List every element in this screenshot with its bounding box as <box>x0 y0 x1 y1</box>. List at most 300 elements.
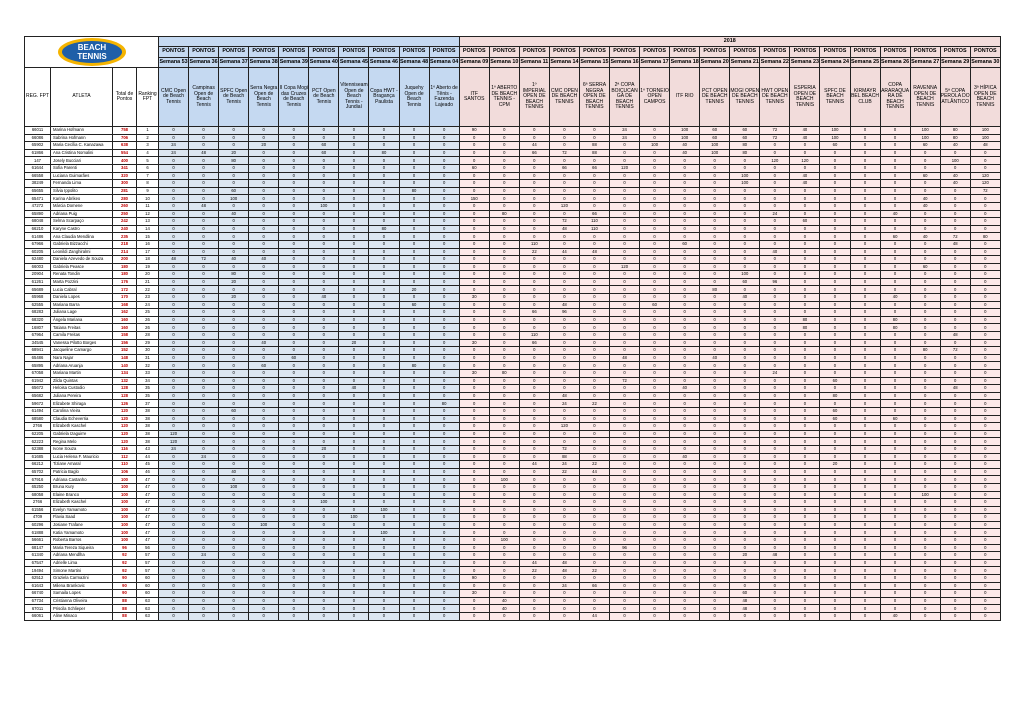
points-cell: 0 <box>940 483 970 491</box>
points-cell: 0 <box>339 521 369 529</box>
points-cell: 0 <box>940 225 970 233</box>
points-cell: 0 <box>369 271 399 279</box>
points-cell: 0 <box>339 354 369 362</box>
points-cell: 0 <box>760 180 790 188</box>
points-cell: 0 <box>760 544 790 552</box>
points-cell: 0 <box>549 347 579 355</box>
points-cell: 0 <box>309 278 339 286</box>
total-points: 638 <box>113 142 137 150</box>
points-cell: 0 <box>339 172 369 180</box>
points-cell: 0 <box>309 218 339 226</box>
points-cell: 0 <box>399 567 429 575</box>
ranking-cell: 20 <box>137 271 159 279</box>
points-cell: 0 <box>189 567 219 575</box>
points-cell: 0 <box>249 575 279 583</box>
athlete-name: Adriana Mendlha <box>51 552 113 560</box>
points-cell: 0 <box>610 248 640 256</box>
table-row <box>25 149 1001 157</box>
points-cell: 0 <box>970 263 1000 271</box>
reg-cell: 67916 <box>25 476 51 484</box>
points-cell: 0 <box>489 544 519 552</box>
points-cell: 0 <box>309 423 339 431</box>
points-cell: 0 <box>850 370 880 378</box>
points-cell: 0 <box>489 286 519 294</box>
points-cell: 0 <box>159 354 189 362</box>
points-cell: 0 <box>760 597 790 605</box>
points-cell: 0 <box>249 316 279 324</box>
points-cell: 0 <box>970 544 1000 552</box>
total-points: 170 <box>113 294 137 302</box>
points-cell: 0 <box>730 263 760 271</box>
points-cell: 0 <box>640 400 670 408</box>
points-cell: 0 <box>459 309 489 317</box>
reg-cell: 66212 <box>25 461 51 469</box>
points-cell: 0 <box>790 202 820 210</box>
points-cell: 0 <box>760 438 790 446</box>
points-cell: 0 <box>249 499 279 507</box>
athlete-name: Juliana Pereira <box>51 392 113 400</box>
points-cell: 0 <box>730 453 760 461</box>
svg-text:BEACH: BEACH <box>77 43 106 52</box>
points-cell: 0 <box>670 582 700 590</box>
points-cell: 0 <box>309 180 339 188</box>
points-cell: 100 <box>249 521 279 529</box>
points-cell: 0 <box>159 529 189 537</box>
points-cell: 0 <box>850 430 880 438</box>
athlete-name: Adriana Aruanja <box>51 362 113 370</box>
atleta-header: ATLETA <box>51 68 113 127</box>
ranking-cell: 23 <box>137 294 159 302</box>
points-cell: 0 <box>970 210 1000 218</box>
points-cell: 0 <box>489 316 519 324</box>
points-cell: 0 <box>579 278 609 286</box>
points-cell: 0 <box>399 559 429 567</box>
points-cell: 100 <box>910 134 940 142</box>
week-label: Semana 23 <box>790 57 820 67</box>
table-row <box>25 202 1001 210</box>
points-cell: 0 <box>820 613 850 621</box>
points-cell: 0 <box>880 514 910 522</box>
points-cell: 120 <box>610 164 640 172</box>
points-cell: 0 <box>189 613 219 621</box>
points-cell: 0 <box>760 461 790 469</box>
points-cell: 0 <box>489 164 519 172</box>
points-cell: 0 <box>219 233 249 241</box>
athlete-name: Josiane Trafane <box>51 521 113 529</box>
table-row <box>25 529 1001 537</box>
points-cell: 0 <box>790 309 820 317</box>
points-cell: 0 <box>249 157 279 165</box>
athlete-name: Roberta Barros <box>51 537 113 545</box>
reg-cell: 65486 <box>25 354 51 362</box>
points-cell: 0 <box>339 127 369 135</box>
points-cell: 0 <box>730 445 760 453</box>
table-row <box>25 134 1001 142</box>
points-cell: 0 <box>429 301 459 309</box>
points-cell: 0 <box>640 332 670 340</box>
total-points: 281 <box>113 187 137 195</box>
points-cell: 80 <box>219 271 249 279</box>
points-cell: 0 <box>279 316 309 324</box>
points-cell: 0 <box>880 263 910 271</box>
week-label: Semana 09 <box>459 57 489 67</box>
points-cell: 0 <box>910 157 940 165</box>
points-cell: 0 <box>429 559 459 567</box>
table-row <box>25 430 1001 438</box>
points-cell: 0 <box>970 590 1000 598</box>
points-cell: 0 <box>339 347 369 355</box>
points-cell: 0 <box>880 582 910 590</box>
points-cell: 0 <box>489 339 519 347</box>
points-cell: 0 <box>579 423 609 431</box>
points-cell: 0 <box>940 362 970 370</box>
points-cell: 0 <box>159 400 189 408</box>
points-cell: 0 <box>700 483 730 491</box>
tournament-header: HWT OPEN DE BEACH TENNIS <box>760 68 790 127</box>
points-cell: 0 <box>489 567 519 575</box>
points-cell: 0 <box>459 225 489 233</box>
points-cell: 0 <box>790 385 820 393</box>
table-row <box>25 423 1001 431</box>
ranking-cell: 18 <box>137 256 159 264</box>
points-cell: 0 <box>219 400 249 408</box>
points-cell: 0 <box>459 567 489 575</box>
points-cell: 0 <box>940 476 970 484</box>
points-cell: 0 <box>940 575 970 583</box>
points-cell: 0 <box>790 537 820 545</box>
points-cell: 0 <box>760 339 790 347</box>
points-cell: 0 <box>760 142 790 150</box>
points-cell: 0 <box>489 430 519 438</box>
athlete-name: Tiziane Amaral <box>51 461 113 469</box>
points-cell: 0 <box>640 354 670 362</box>
points-cell: 0 <box>730 332 760 340</box>
tournament-header: 1º TORNEIO OPEN CAMPOS <box>640 68 670 127</box>
points-cell: 0 <box>850 582 880 590</box>
points-cell: 40 <box>489 605 519 613</box>
points-cell: 0 <box>189 506 219 514</box>
points-cell: 0 <box>249 324 279 332</box>
table-row <box>25 476 1001 484</box>
points-cell: 0 <box>910 164 940 172</box>
pontos-label: PONTOS <box>339 47 369 57</box>
total-points: 100 <box>113 529 137 537</box>
points-cell: 80 <box>730 142 760 150</box>
points-cell: 0 <box>790 590 820 598</box>
points-cell: 0 <box>429 438 459 446</box>
points-cell: 0 <box>159 552 189 560</box>
points-cell: 0 <box>219 362 249 370</box>
points-cell: 0 <box>850 256 880 264</box>
points-cell: 0 <box>880 385 910 393</box>
points-cell: 0 <box>700 195 730 203</box>
points-cell: 0 <box>489 332 519 340</box>
points-cell: 0 <box>519 423 549 431</box>
points-cell: 0 <box>670 172 700 180</box>
points-cell: 24 <box>189 453 219 461</box>
points-cell: 0 <box>760 347 790 355</box>
points-cell: 0 <box>489 149 519 157</box>
points-cell: 72 <box>189 256 219 264</box>
points-cell: 0 <box>219 248 249 256</box>
points-cell: 0 <box>249 445 279 453</box>
points-cell: 0 <box>910 271 940 279</box>
week-label: Semana 39 <box>279 57 309 67</box>
points-cell: 0 <box>399 423 429 431</box>
points-cell: 0 <box>459 248 489 256</box>
points-cell: 72 <box>760 127 790 135</box>
points-cell: 0 <box>219 605 249 613</box>
points-cell: 0 <box>519 613 549 621</box>
points-cell: 0 <box>610 271 640 279</box>
points-cell: 0 <box>489 187 519 195</box>
points-cell: 0 <box>730 339 760 347</box>
points-cell: 0 <box>670 218 700 226</box>
points-cell: 0 <box>159 218 189 226</box>
points-cell: 0 <box>880 605 910 613</box>
points-cell: 0 <box>549 157 579 165</box>
points-cell: 0 <box>249 286 279 294</box>
points-cell: 0 <box>670 575 700 583</box>
points-cell: 60 <box>700 134 730 142</box>
points-cell: 0 <box>249 202 279 210</box>
points-cell: 0 <box>369 514 399 522</box>
points-cell: 0 <box>309 210 339 218</box>
ranking-cell: 28 <box>137 332 159 340</box>
points-cell: 0 <box>279 567 309 575</box>
points-cell: 0 <box>790 544 820 552</box>
points-cell: 0 <box>790 445 820 453</box>
points-cell: 0 <box>459 415 489 423</box>
points-cell: 0 <box>880 529 910 537</box>
points-cell: 0 <box>249 164 279 172</box>
points-cell: 0 <box>579 347 609 355</box>
table-row <box>25 218 1001 226</box>
pontos-label: PONTOS <box>249 47 279 57</box>
table-row <box>25 491 1001 499</box>
total-header: Total de Pontos <box>113 68 137 127</box>
points-cell: 0 <box>579 476 609 484</box>
points-cell: 0 <box>940 613 970 621</box>
points-cell: 0 <box>519 468 549 476</box>
points-cell: 22 <box>519 567 549 575</box>
points-cell: 20 <box>219 278 249 286</box>
points-cell: 0 <box>670 544 700 552</box>
points-cell: 0 <box>940 271 970 279</box>
points-cell: 0 <box>640 240 670 248</box>
points-cell: 0 <box>369 347 399 355</box>
points-cell: 0 <box>910 248 940 256</box>
points-cell: 0 <box>610 332 640 340</box>
points-cell: 80 <box>790 316 820 324</box>
points-cell: 0 <box>670 354 700 362</box>
points-cell: 0 <box>309 385 339 393</box>
table-row <box>25 180 1001 188</box>
reg-cell: 61942 <box>25 377 51 385</box>
points-cell: 0 <box>940 544 970 552</box>
points-cell: 0 <box>369 233 399 241</box>
points-cell: 0 <box>910 240 940 248</box>
points-cell: 0 <box>459 354 489 362</box>
points-cell: 0 <box>459 324 489 332</box>
points-cell: 0 <box>850 324 880 332</box>
points-cell: 24 <box>760 370 790 378</box>
points-cell: 0 <box>189 263 219 271</box>
points-cell: 0 <box>549 544 579 552</box>
points-cell: 0 <box>610 491 640 499</box>
points-cell: 0 <box>279 514 309 522</box>
ranking-cell: 2 <box>137 134 159 142</box>
points-cell: 0 <box>970 339 1000 347</box>
points-cell: 120 <box>760 157 790 165</box>
points-cell: 0 <box>760 256 790 264</box>
points-cell: 110 <box>579 225 609 233</box>
points-cell: 0 <box>940 537 970 545</box>
points-cell: 0 <box>189 438 219 446</box>
points-cell: 0 <box>399 506 429 514</box>
points-cell: 48 <box>610 354 640 362</box>
tournament-header: 5ª COPA PEROLA DO ATLÂNTICO <box>940 68 970 127</box>
points-cell: 0 <box>219 567 249 575</box>
points-cell: 0 <box>519 476 549 484</box>
points-cell: 0 <box>429 210 459 218</box>
points-cell: 0 <box>159 309 189 317</box>
points-cell: 0 <box>159 514 189 522</box>
points-cell: 0 <box>880 202 910 210</box>
points-cell: 0 <box>219 415 249 423</box>
reg-cell: 61486 <box>25 233 51 241</box>
points-cell: 0 <box>189 445 219 453</box>
reg-cell: 62512 <box>25 575 51 583</box>
points-cell: 0 <box>369 309 399 317</box>
points-cell: 0 <box>790 294 820 302</box>
points-cell: 0 <box>309 324 339 332</box>
points-cell: 0 <box>519 164 549 172</box>
points-cell: 0 <box>610 567 640 575</box>
points-cell: 0 <box>700 453 730 461</box>
total-points: 88 <box>113 597 137 605</box>
points-cell: 0 <box>850 218 880 226</box>
points-cell: 0 <box>279 256 309 264</box>
points-cell: 0 <box>790 521 820 529</box>
table-row <box>25 309 1001 317</box>
points-cell: 0 <box>249 392 279 400</box>
points-cell: 0 <box>670 491 700 499</box>
points-cell: 0 <box>279 271 309 279</box>
points-cell: 20 <box>219 149 249 157</box>
points-cell: 0 <box>820 195 850 203</box>
points-cell: 0 <box>790 256 820 264</box>
points-cell: 0 <box>279 613 309 621</box>
points-cell: 0 <box>850 544 880 552</box>
table-row <box>25 438 1001 446</box>
points-cell: 0 <box>640 225 670 233</box>
points-cell: 0 <box>970 392 1000 400</box>
points-cell: 0 <box>790 354 820 362</box>
points-cell: 0 <box>339 225 369 233</box>
points-cell: 0 <box>610 256 640 264</box>
points-cell: 0 <box>459 521 489 529</box>
points-cell: 0 <box>730 377 760 385</box>
points-cell: 0 <box>459 461 489 469</box>
points-cell: 0 <box>640 590 670 598</box>
points-cell: 0 <box>970 271 1000 279</box>
athlete-name: Ana Claudia Mendlina <box>51 233 113 241</box>
points-cell: 0 <box>249 134 279 142</box>
points-cell: 0 <box>790 301 820 309</box>
tournament-header: CMC Open de Beach Tennis <box>159 68 189 127</box>
points-cell: 0 <box>159 506 189 514</box>
points-cell: 0 <box>640 127 670 135</box>
athlete-name: Evelyn Yamamoto <box>51 506 113 514</box>
athlete-name: Gabriela Izaguirre <box>51 430 113 438</box>
points-cell: 30 <box>459 370 489 378</box>
points-cell: 0 <box>820 514 850 522</box>
points-cell: 0 <box>309 377 339 385</box>
points-cell: 0 <box>339 461 369 469</box>
points-cell: 100 <box>730 180 760 188</box>
points-cell: 0 <box>519 294 549 302</box>
points-cell: 0 <box>159 362 189 370</box>
reg-cell: 65672 <box>25 385 51 393</box>
points-cell: 0 <box>730 559 760 567</box>
points-cell: 0 <box>610 605 640 613</box>
points-cell: 0 <box>760 362 790 370</box>
points-cell: 0 <box>219 180 249 188</box>
points-cell: 0 <box>850 499 880 507</box>
points-cell: 0 <box>700 347 730 355</box>
pontos-label: PONTOS <box>940 47 970 57</box>
points-cell: 40 <box>790 172 820 180</box>
points-cell: 0 <box>730 233 760 241</box>
points-cell: 0 <box>760 506 790 514</box>
points-cell: 0 <box>219 164 249 172</box>
points-cell: 0 <box>189 559 219 567</box>
points-cell: 0 <box>369 187 399 195</box>
points-cell: 0 <box>339 506 369 514</box>
points-cell: 80 <box>369 149 399 157</box>
table-row <box>25 567 1001 575</box>
points-cell: 0 <box>910 529 940 537</box>
points-cell: 0 <box>700 438 730 446</box>
points-cell: 0 <box>459 172 489 180</box>
points-cell: 0 <box>519 172 549 180</box>
points-cell: 24 <box>760 210 790 218</box>
points-cell: 0 <box>730 187 760 195</box>
points-cell: 0 <box>519 316 549 324</box>
table-row <box>25 286 1001 294</box>
points-cell: 0 <box>339 453 369 461</box>
points-cell: 0 <box>760 225 790 233</box>
points-cell: 0 <box>820 544 850 552</box>
points-cell: 0 <box>279 385 309 393</box>
table-row <box>25 157 1001 165</box>
points-cell: 0 <box>279 521 309 529</box>
points-cell: 0 <box>429 552 459 560</box>
points-cell: 0 <box>399 445 429 453</box>
points-cell: 0 <box>579 483 609 491</box>
points-cell: 0 <box>670 415 700 423</box>
ranking-cell: 57 <box>137 552 159 560</box>
points-cell: 0 <box>850 400 880 408</box>
points-cell: 0 <box>910 559 940 567</box>
points-cell: 0 <box>279 286 309 294</box>
athlete-name: Mariana Barra <box>51 301 113 309</box>
points-cell: 0 <box>790 347 820 355</box>
points-cell: 0 <box>820 278 850 286</box>
points-cell: 0 <box>670 567 700 575</box>
points-cell: 40 <box>249 256 279 264</box>
